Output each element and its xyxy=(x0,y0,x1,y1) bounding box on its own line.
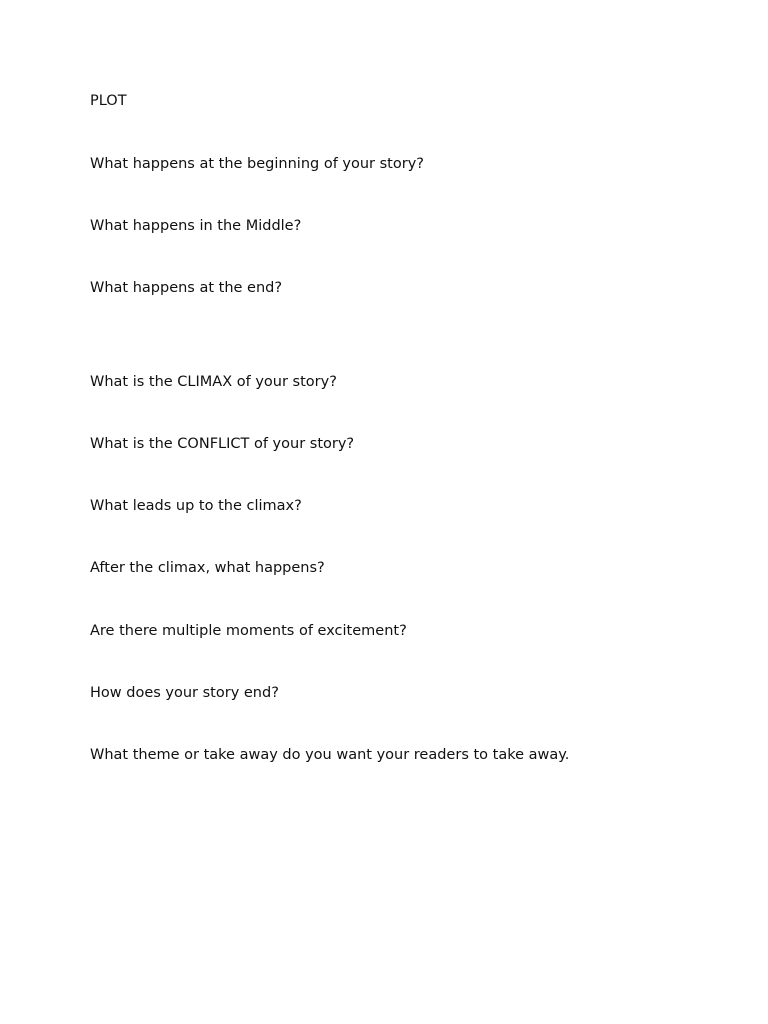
question-story-end: How does your story end? xyxy=(90,685,279,701)
question-after-climax: After the climax, what happens? xyxy=(90,560,325,576)
question-end: What happens at the end? xyxy=(90,280,283,296)
question-excitement: Are there multiple moments of excitement? xyxy=(90,623,407,639)
question-middle: What happens in the Middle? xyxy=(90,218,302,234)
question-theme: What theme or take away do you want your readers to take away. xyxy=(90,747,570,763)
page-heading: PLOT xyxy=(90,93,127,109)
question-conflict: What is the CONFLICT of your story? xyxy=(90,436,355,452)
question-beginning: What happens at the beginning of your story? xyxy=(90,156,424,172)
question-climax: What is the CLIMAX of your story? xyxy=(90,374,337,390)
question-leads-up: What leads up to the climax? xyxy=(90,498,302,514)
